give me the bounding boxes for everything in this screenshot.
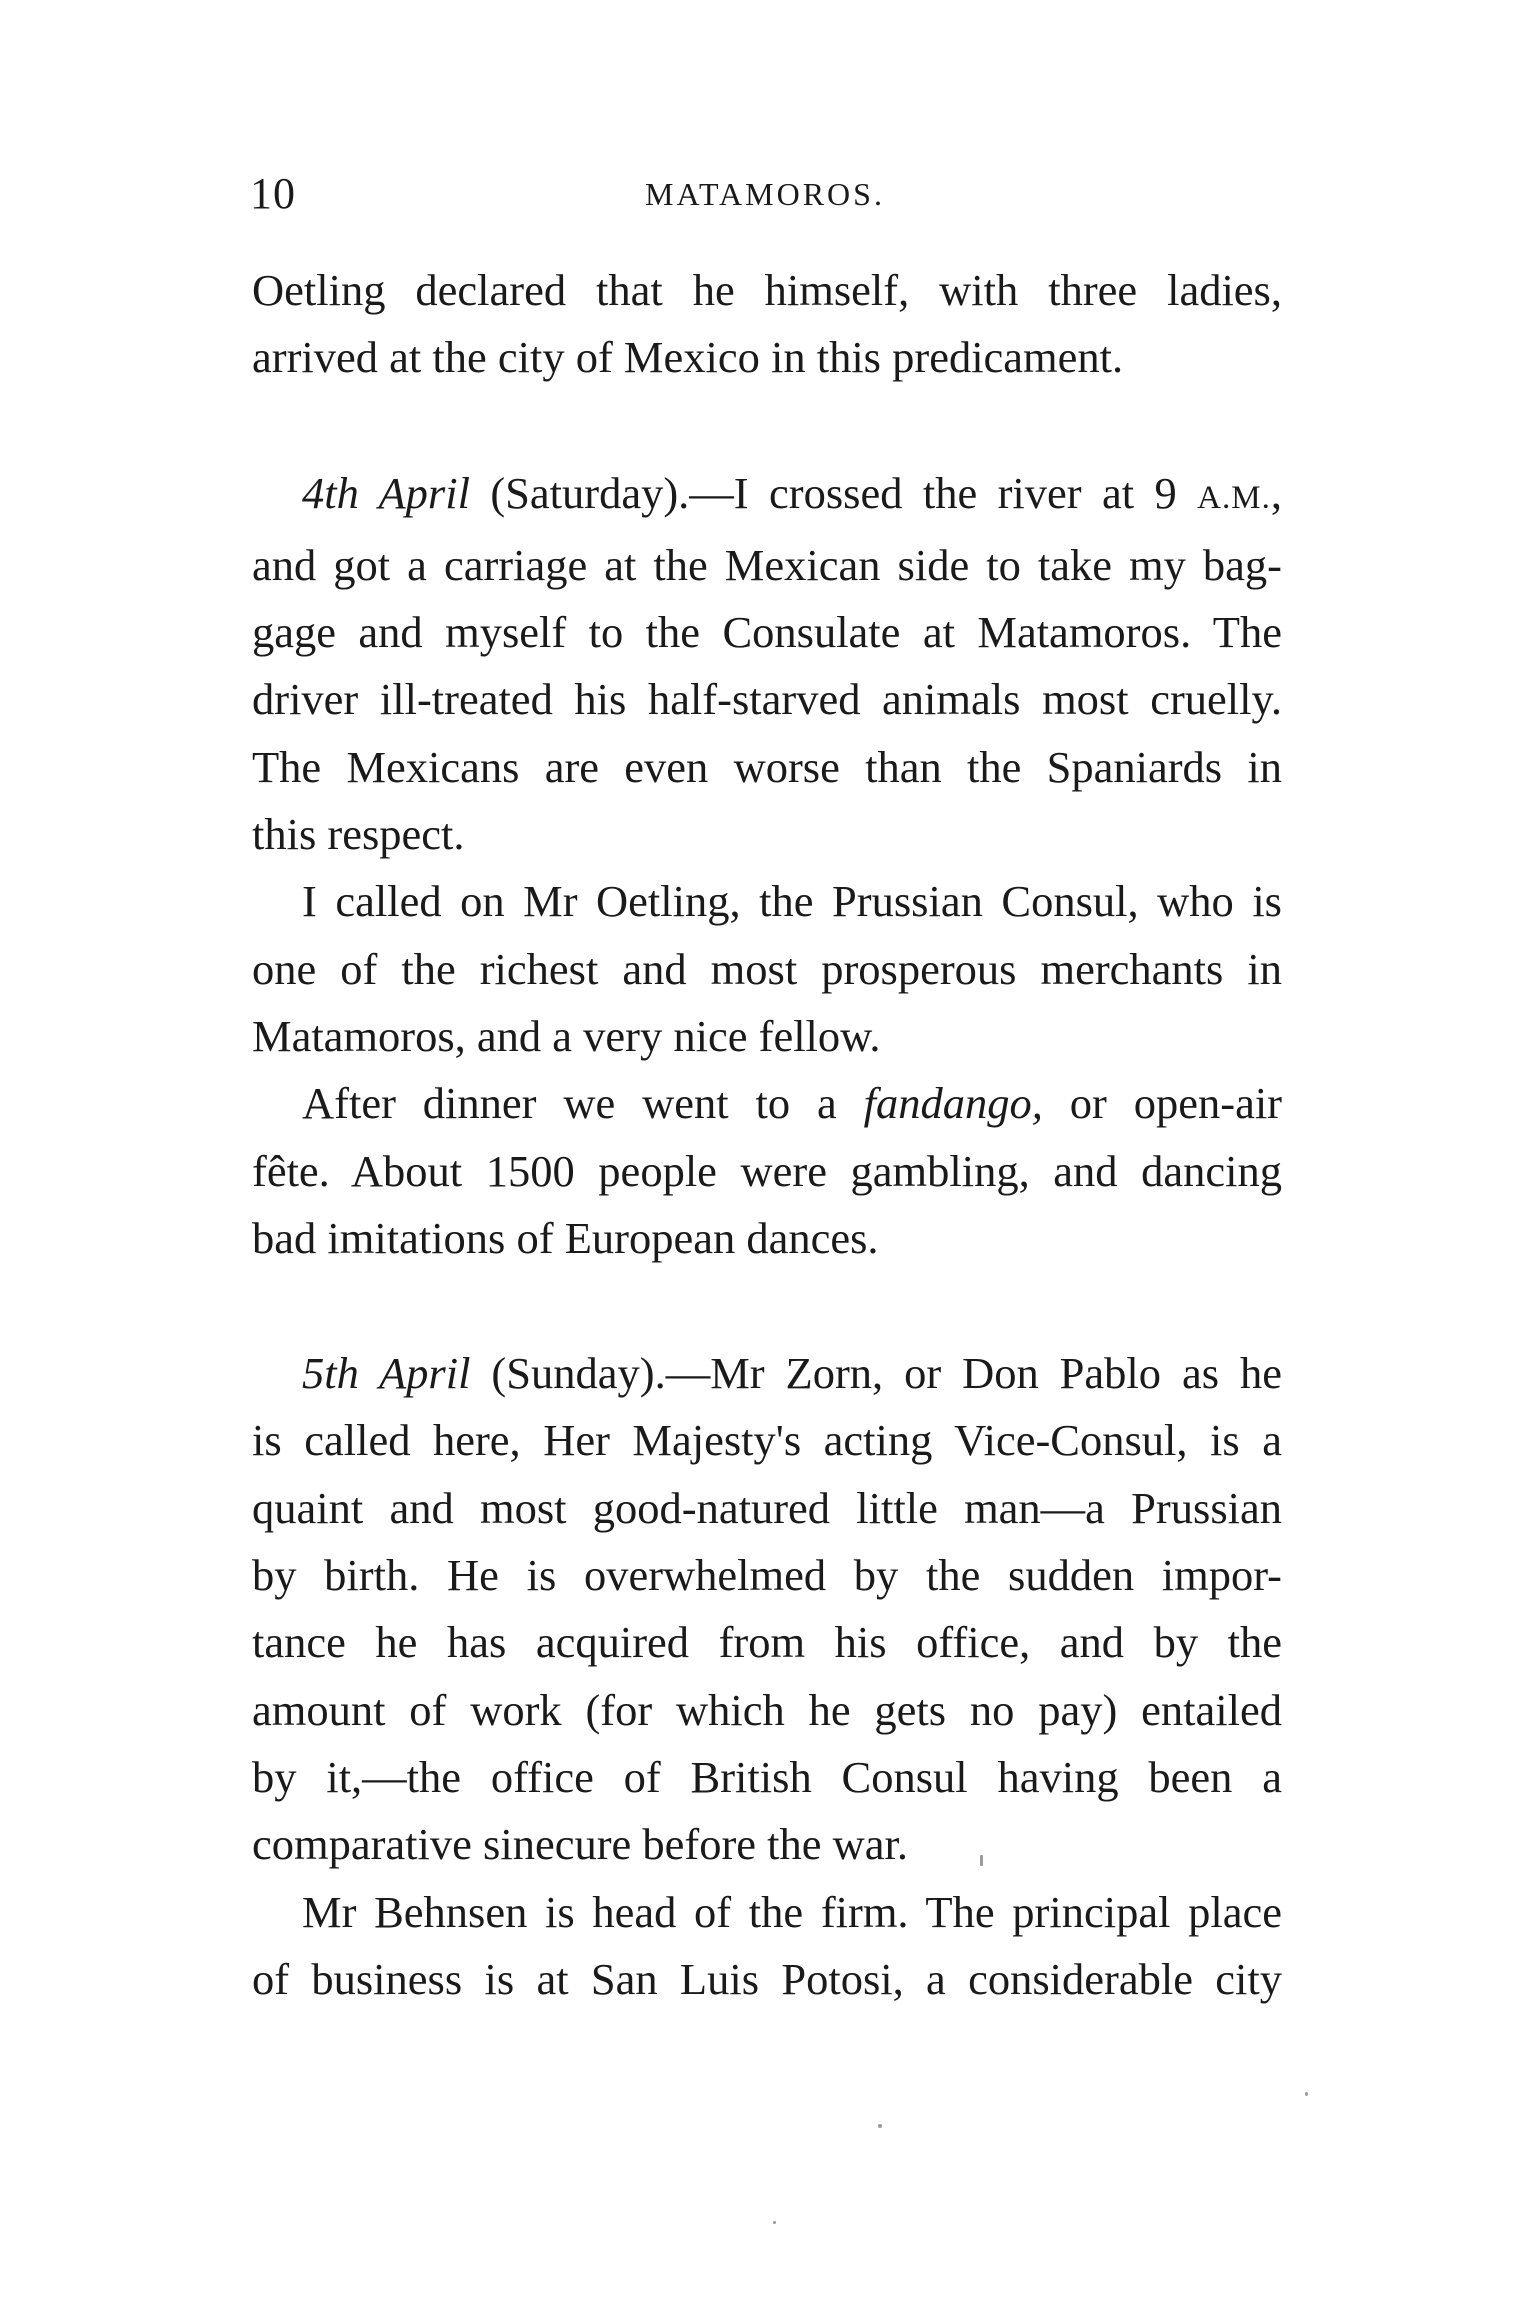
text-line: The Mexicans are even worse than the Spaniards in bbox=[252, 741, 1282, 792]
date-heading: 4th April bbox=[302, 467, 470, 518]
paragraph-5th-april bbox=[252, 1340, 1282, 1878]
text-line: of business is at San Luis Potosi, a considerable city bbox=[252, 1953, 1282, 2004]
paragraph-oetling bbox=[252, 868, 1282, 1070]
page-header bbox=[250, 168, 1280, 228]
text-line: comparative sinecure before the war. bbox=[252, 1819, 909, 1870]
text-line: Matamoros, and a very nice fellow. bbox=[252, 1010, 881, 1061]
text-line: fête. About 1500 people were gambling, and dancing bbox=[252, 1145, 1282, 1196]
text-span: or open-air bbox=[1042, 1078, 1283, 1129]
text-span: (Saturday).—I crossed the river at 9 bbox=[469, 467, 1198, 518]
text-line: Mr Behnsen is head of the firm. The principal place bbox=[302, 1886, 1282, 1937]
text-line: by it,—the office of British Consul having been a bbox=[252, 1751, 1282, 1802]
text-line bbox=[252, 460, 1282, 532]
body-text bbox=[252, 257, 1282, 2013]
text-line: by birth. He is overwhelmed by the sudden impor- bbox=[252, 1550, 1282, 1601]
text-line bbox=[252, 1070, 1282, 1137]
scan-speck bbox=[1305, 2092, 1308, 2096]
scan-speck bbox=[773, 2221, 776, 2224]
paragraph-fandango bbox=[252, 1070, 1282, 1272]
text-line: quaint and most good-natured little man—a Prussian bbox=[252, 1482, 1282, 1533]
text-span: , bbox=[1270, 467, 1282, 518]
italic-term: fandango, bbox=[863, 1078, 1043, 1129]
text-line: I called on Mr Oetling, the Prussian Consul, who is bbox=[302, 876, 1282, 927]
text-line: tance he has acquired from his office, and by the bbox=[252, 1617, 1282, 1668]
text-line: bad imitations of European dances. bbox=[252, 1212, 879, 1263]
date-heading: 5th April bbox=[302, 1348, 471, 1399]
text-line: this respect. bbox=[252, 809, 465, 860]
text-line: one of the richest and most prosperous merchants in bbox=[252, 943, 1282, 994]
time-abbrev: A.M. bbox=[1197, 479, 1271, 516]
text-line: driver ill-treated his half-starved animals most cruelly. bbox=[252, 674, 1282, 725]
text-span: After dinner we went to a bbox=[302, 1078, 864, 1129]
paragraph-4th-april bbox=[252, 460, 1282, 869]
text-line: arrived at the city of Mexico in this predicament. bbox=[252, 332, 1124, 383]
running-head: MATAMOROS. bbox=[645, 176, 885, 212]
paragraph-continuation bbox=[252, 257, 1282, 392]
paragraph-behnsen bbox=[252, 1879, 1282, 2014]
scan-speck bbox=[878, 2124, 882, 2128]
text-span: (Sunday).—Mr Zorn, or Don Pablo as he bbox=[470, 1348, 1282, 1399]
text-line: amount of work (for which he gets no pay) entailed bbox=[252, 1684, 1282, 1735]
text-line bbox=[252, 1340, 1282, 1407]
page-number: 10 bbox=[250, 169, 296, 218]
scan-speck bbox=[980, 1855, 983, 1866]
text-line: and got a carriage at the Mexican side to take my bag- bbox=[252, 539, 1282, 590]
text-line: Oetling declared that he himself, with three ladies, bbox=[252, 265, 1282, 315]
text-line: is called here, Her Majesty's acting Vice-Consul, is a bbox=[252, 1415, 1282, 1466]
text-line: gage and myself to the Consulate at Matamoros. The bbox=[252, 607, 1282, 658]
